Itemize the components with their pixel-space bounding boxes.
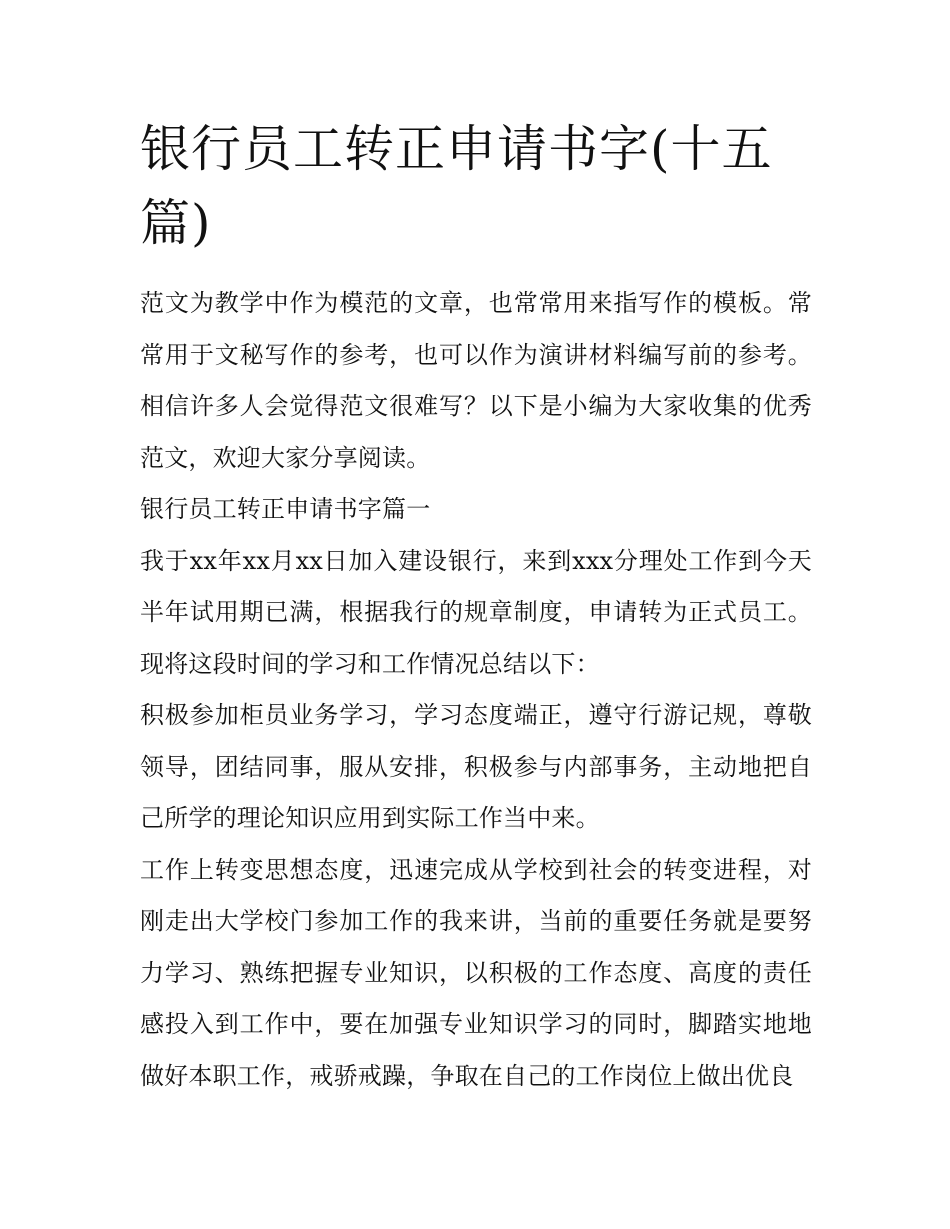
paragraph-joining: 我于xx年xx月xx日加入建设银行，来到xxx分理处工作到今天半年试用期已满，根据我行的规章制度，申请转为正式员工。现将这段时间的学习和工作情况总结以下： bbox=[140, 546, 812, 678]
paragraph-intro: 范文为教学中作为模范的文章，也常常用来指写作的模板。常常用于文秘写作的参考，也可以作为演讲材料编写前的参考。相信许多人会觉得范文很难写？以下是小编为大家收集的优秀范文，欢迎大家分享阅读。 bbox=[140, 289, 812, 472]
section-heading: 银行员工转正申请书字篇一 bbox=[140, 495, 431, 523]
document-title: 银行员工转正申请书字(十五篇) bbox=[140, 120, 773, 252]
document-body bbox=[140, 278, 812, 1102]
paragraph-work-attitude: 工作上转变思想态度，迅速完成从学校到社会的转变进程，对刚走出大学校门参加工作的我来讲，当前的重要任务就是要努力学习、熟练把握专业知识，以积极的工作态度、高度的责任感投入到工作中，要在加强专业知识学习的同时，脚踏实地地做好本职工作，戒骄戒躁，争取在自己的工作岗位上做出优良 bbox=[140, 855, 812, 1090]
paragraph-study: 积极参加柜员业务学习，学习态度端正，遵守行游记规，尊敬领导，团结同事，服从安排，积极参与内部事务，主动地把自己所学的理论知识应用到实际工作当中来。 bbox=[140, 701, 812, 832]
